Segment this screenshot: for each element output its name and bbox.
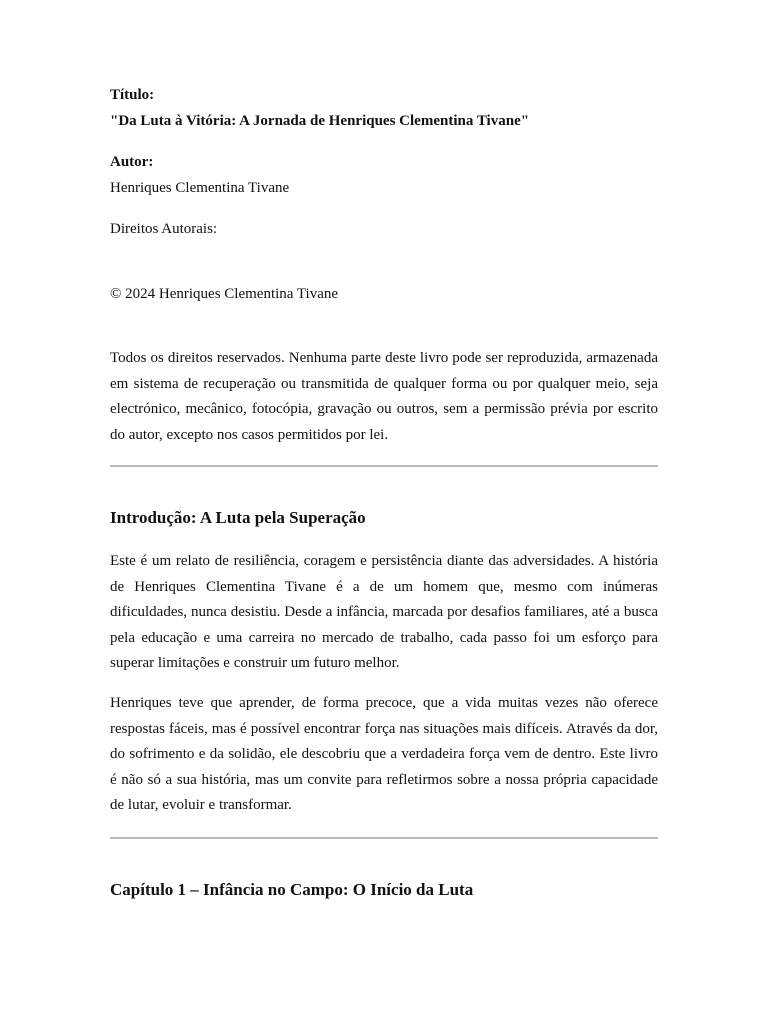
introduction-paragraph: Henriques teve que aprender, de forma precoce, que a vida muitas vezes não oferece respostas fáceis, mas é possível encontrar força nas situações mais difíceis. Através da dor, do sofrimento e da solidão, ele descobriu que a verdadeira força vem de dentro. Este livro é não só a sua história, mas um convite para refletirmos sobre a nossa própria capacidade de lutar, evoluir e transformar. [110,695,658,813]
section-divider [110,465,658,467]
copyright-label: Direitos Autorais: [110,221,218,237]
chapter-heading: Capítulo 1 – Infância no Campo: O Início da Luta [110,880,474,899]
introduction-heading: Introdução: A Luta pela Superação [110,508,366,527]
book-title: "Da Luta à Vitória: A Jornada de Henriques Clementina Tivane" [110,113,530,129]
section-divider [110,837,658,839]
title-label: Título: [110,87,155,103]
author-name: Henriques Clementina Tivane [110,180,290,196]
rights-paragraph: Todos os direitos reservados. Nenhuma parte deste livro pode ser reproduzida, armazenada em sistema de recuperação ou transmitida de qualquer forma ou por qualquer meio, seja electrónico, mecânico, fotocópia, gravação ou outros, sem a permissão prévia por escrito do autor, excepto nos casos permitidos por lei. [110,350,658,443]
introduction-paragraph: Este é um relato de resiliência, coragem e persistência diante das adversidades. A história de Henriques Clementina Tivane é a de um homem que, mesmo com inúmeras dificuldades, nunca desistiu. Desde a infância, marcada por desafios familiares, até a busca pela educação e uma carreira no mercado de trabalho, cada passo foi um esforço para superar limitações e construir um futuro melhor. [110,553,658,671]
author-label: Autor: [110,154,154,170]
copyright-notice: © 2024 Henriques Clementina Tivane [110,286,339,302]
